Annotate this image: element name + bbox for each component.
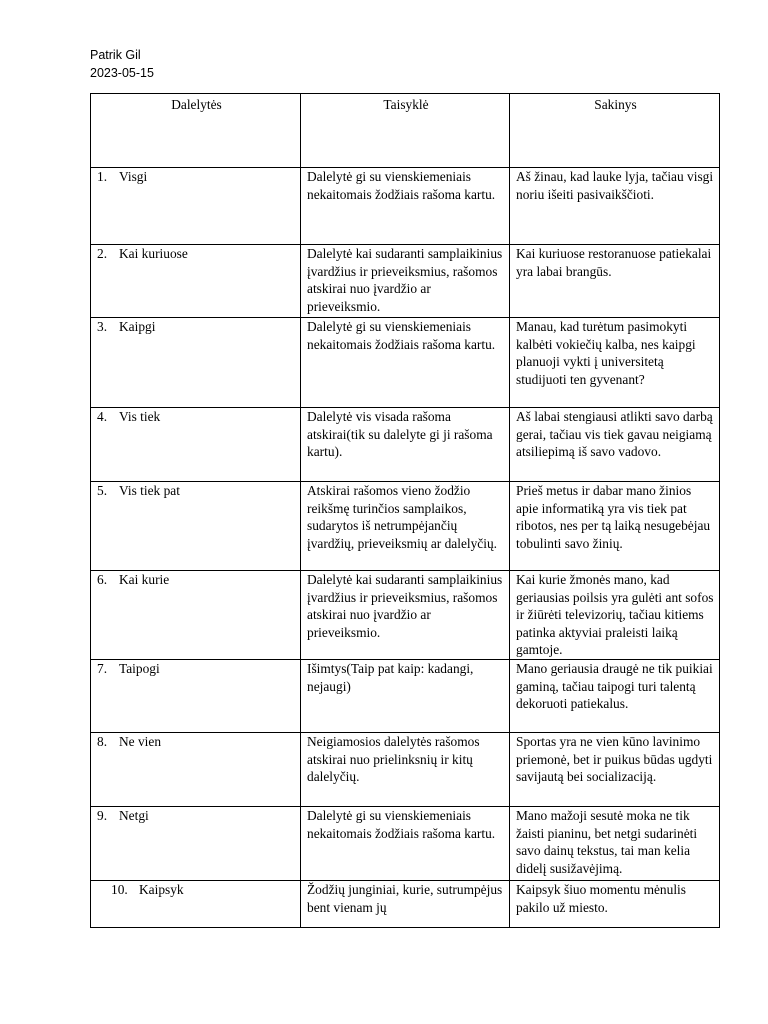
rule-cell: Dalelytė gi su vienskiemeniais nekaitomais žodžiais rašoma kartu. bbox=[301, 807, 510, 881]
sentence-cell: Prieš metus ir dabar mano žinios apie informatiką yra vis tiek pat ribotos, nes per tą laiką nesugebėjau tobulinti savo žinių. bbox=[510, 482, 720, 571]
particle-cell bbox=[91, 168, 301, 245]
row-number: 8. bbox=[97, 734, 108, 749]
table-row bbox=[91, 881, 720, 928]
table-row bbox=[91, 807, 720, 881]
particle-cell bbox=[91, 408, 301, 482]
particle-cell bbox=[91, 318, 301, 408]
table-row bbox=[91, 571, 720, 660]
particle-cell bbox=[91, 733, 301, 807]
row-number: 10. bbox=[111, 882, 128, 897]
particle-cell bbox=[91, 660, 301, 733]
rule-cell: Išimtys(Taip pat kaip: kadangi, nejaugi) bbox=[301, 660, 510, 733]
row-number: 2. bbox=[97, 246, 108, 261]
particle-cell bbox=[91, 881, 301, 928]
document-header bbox=[90, 46, 154, 82]
row-number: 9. bbox=[97, 808, 108, 823]
particle-word: Netgi bbox=[119, 808, 149, 823]
rule-cell: Dalelytė gi su vienskiemeniais nekaitomais žodžiais rašoma kartu. bbox=[301, 168, 510, 245]
particle-cell bbox=[91, 571, 301, 660]
document-date: 2023-05-15 bbox=[90, 66, 154, 80]
particle-cell bbox=[91, 482, 301, 571]
row-number: 5. bbox=[97, 483, 108, 498]
particle-cell bbox=[91, 807, 301, 881]
sentence-cell: Aš žinau, kad lauke lyja, tačiau visgi noriu išeiti pasivaikščioti. bbox=[510, 168, 720, 245]
sentence-cell: Mano mažoji sesutė moka ne tik žaisti pianinu, bet netgi sudarinėti savo dainų tekstus, tai man kelia didelį susižavėjimą. bbox=[510, 807, 720, 881]
column-header-sentence: Sakinys bbox=[510, 94, 720, 168]
particle-word: Ne vien bbox=[119, 734, 162, 749]
table-row bbox=[91, 318, 720, 408]
table-row bbox=[91, 733, 720, 807]
particle-word: Vis tiek pat bbox=[119, 483, 180, 498]
column-header-rule: Taisyklė bbox=[301, 94, 510, 168]
particle-cell bbox=[91, 245, 301, 318]
particle-word: Vis tiek bbox=[119, 409, 161, 424]
column-header-particles: Dalelytės bbox=[91, 94, 301, 168]
particle-word: Kaipsyk bbox=[139, 882, 184, 897]
particle-word: Kai kurie bbox=[119, 572, 170, 587]
sentence-cell: Kai kuriuose restoranuose patiekalai yra labai brangūs. bbox=[510, 245, 720, 318]
particle-word: Visgi bbox=[119, 169, 148, 184]
rule-cell: Dalelytė kai sudaranti samplaikinius įvardžius ir prieveiksmius, rašomos atskirai nuo įvardžio ar prieveiksmio. bbox=[301, 571, 510, 660]
particle-word: Kaipgi bbox=[119, 319, 156, 334]
row-number: 4. bbox=[97, 409, 108, 424]
particle-word: Kai kuriuose bbox=[119, 246, 188, 261]
row-number: 3. bbox=[97, 319, 108, 334]
sentence-cell: Kaipsyk šiuo momentu mėnulis pakilo už miesto. bbox=[510, 881, 720, 928]
particles-table bbox=[90, 93, 720, 928]
rule-cell: Atskirai rašomos vieno žodžio reikšmę turinčios samplaikos, sudarytos iš netrumpėjančių įvardžių, prieveiksmių ar dalelyčių. bbox=[301, 482, 510, 571]
rule-cell: Žodžių junginiai, kurie, sutrumpėjus bent vienam jų bbox=[301, 881, 510, 928]
sentence-cell: Mano geriausia draugė ne tik puikiai gaminą, tačiau taipogi turi talentą dekoruoti patiekalus. bbox=[510, 660, 720, 733]
table-row bbox=[91, 660, 720, 733]
particle-word: Taipogi bbox=[119, 661, 160, 676]
table-header-row bbox=[91, 94, 720, 168]
row-number: 1. bbox=[97, 169, 108, 184]
sentence-cell: Kai kurie žmonės mano, kad geriausias poilsis yra gulėti ant sofos ir žiūrėti televizorių, tačiau kitiems patinka aktyviai praleisti laiką gamtoje. bbox=[510, 571, 720, 660]
table-row bbox=[91, 482, 720, 571]
rule-cell: Dalelytė gi su vienskiemeniais nekaitomais žodžiais rašoma kartu. bbox=[301, 318, 510, 408]
row-number: 6. bbox=[97, 572, 108, 587]
rule-cell: Dalelytė kai sudaranti samplaikinius įvardžius ir prieveiksmius, rašomos atskirai nuo įvardžio ar prieveiksmio. bbox=[301, 245, 510, 318]
table-row bbox=[91, 408, 720, 482]
table-row bbox=[91, 245, 720, 318]
sentence-cell: Aš labai stengiausi atlikti savo darbą gerai, tačiau vis tiek gavau neigiamą atsiliepimą iš savo vadovo. bbox=[510, 408, 720, 482]
table-row bbox=[91, 168, 720, 245]
rule-cell: Neigiamosios dalelytės rašomos atskirai nuo prielinksnių ir kitų dalelyčių. bbox=[301, 733, 510, 807]
sentence-cell: Sportas yra ne vien kūno lavinimo priemonė, bet ir puikus būdas ugdyti savijautą bei socializaciją. bbox=[510, 733, 720, 807]
sentence-cell: Manau, kad turėtum pasimokyti kalbėti vokiečių kalba, nes kaipgi planuoji vykti į universitetą studijuoti ten gyvenant? bbox=[510, 318, 720, 408]
row-number: 7. bbox=[97, 661, 108, 676]
rule-cell: Dalelytė vis visada rašoma atskirai(tik su dalelyte gi ji rašoma kartu). bbox=[301, 408, 510, 482]
author-name: Patrik Gil bbox=[90, 48, 141, 62]
